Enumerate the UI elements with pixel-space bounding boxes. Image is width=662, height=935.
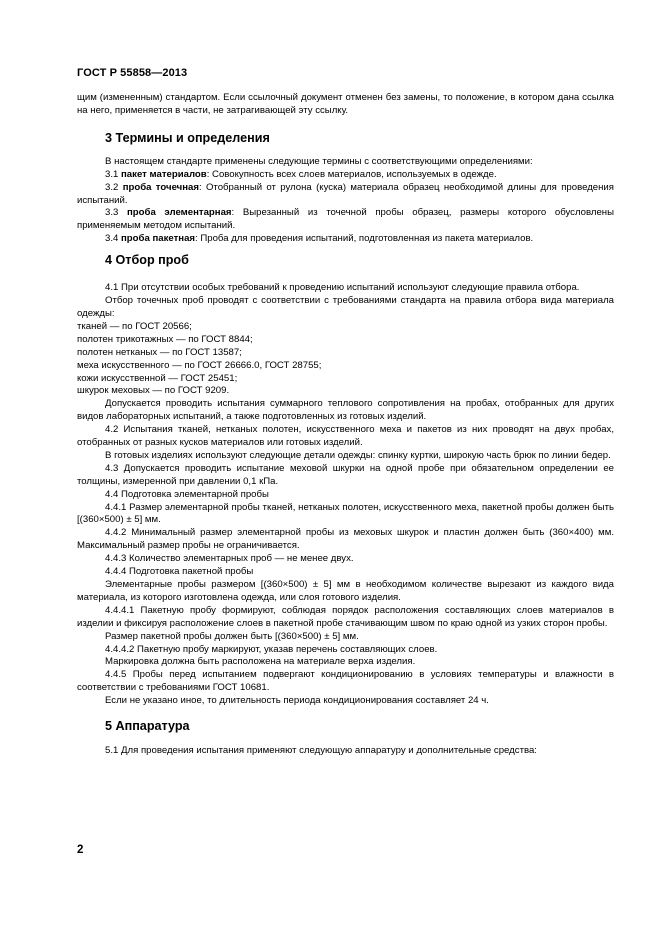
- document-body: [77, 92, 614, 758]
- paragraph: Размер пакетной пробы должен быть [(360×500) ± 5] мм.: [105, 630, 359, 642]
- paragraph-sampling: Отбор точечных проб проводят с соответствии с требованиями стандарта на правила отбора вида материала одежды:: [77, 295, 614, 319]
- paragraph-4-3: 4.3 Допускается проводить испытание меховой шкурки на одной пробе при обязательном определении ее толщины, измеренной при давлении 0,1 кПа.: [77, 462, 614, 487]
- list-item: полотен трикотажных — по ГОСТ 8844;: [77, 333, 253, 345]
- term-3-3: 3.3 проба элементарная: Вырезанный из точечной пробы образец, размеры которого обусловлены применяемым методом испытаний.: [77, 207, 615, 232]
- section-5-heading: 5 Аппаратура: [105, 719, 190, 734]
- list-item: полотен нетканых — по ГОСТ 13587;: [77, 346, 242, 358]
- paragraph: Если не указано иное, то длительность периода кондиционирования составляет 24 ч.: [105, 695, 489, 707]
- section-3-heading: 3 Термины и определения: [105, 130, 270, 145]
- section-3-intro: В настоящем стандарте применены следующие термины с соответствующими определениями:: [105, 155, 533, 167]
- paragraph: Элементарные пробы размером [(360×500) ± 5] мм в необходимом количестве вырезают из каждого вида материала, из которого изготовлена одежда, или слоя готового изделия.: [77, 579, 614, 603]
- document-header: ГОСТ Р 55858—2013: [77, 67, 188, 79]
- term-3-4: 3.4 проба пакетная: Проба для проведения испытаний, подготовленная из пакета материалов.: [105, 233, 534, 245]
- list-item: шкурок меховых — по ГОСТ 9209.: [77, 385, 230, 397]
- paragraph: Допускается проводить испытания суммарного теплового сопротивления на пробах, отобранных для других видов лабораторных испытаний, а также подготовленных из готовых изделий.: [77, 398, 614, 423]
- paragraph-4-4-5: 4.4.5 Пробы перед испытанием подвергают кондиционированию в условиях температуры и влажности в соответствии с требованиями ГОСТ 10681.: [77, 669, 614, 694]
- intro-continuation: щим (измененным) стандартом. Если ссылочный документ отменен без замены, то положение, в котором дана ссылка на него, применяется в части, не затрагивающей эту ссылку.: [77, 92, 614, 116]
- paragraph-4-2: 4.2 Испытания тканей, нетканых полотен, искусственного меха и пакетов из них проводят на двух пробах, отобранных от разных кусков материалов или готовых изделий.: [77, 424, 614, 449]
- list-item: кожи искусственной — ГОСТ 25451;: [77, 372, 238, 384]
- paragraph-4-4-4-1: 4.4.4.1 Пакетную пробу формируют, соблюдая порядок расположения составляющих слоев материалов в изделии и фиксируя расположение слоев в пакетной пробе стачивающим швом по краю одной из узких сторон пробы.: [77, 604, 614, 629]
- list-item: меха искусственного — по ГОСТ 26666.0, ГОСТ 28755;: [77, 359, 322, 371]
- page-number: 2: [77, 844, 84, 856]
- paragraph: Маркировка должна быть расположена на материале верха изделия.: [105, 656, 416, 668]
- paragraph-4-4-4: 4.4.4 Подготовка пакетной пробы: [105, 566, 254, 578]
- paragraph-4-4: 4.4 Подготовка элементарной пробы: [105, 488, 269, 500]
- term-3-2: 3.2 проба точечная: Отобранный от рулона (куска) материала образец необходимой длины для проведения испытаний.: [77, 181, 614, 206]
- paragraph-4-4-3: 4.4.3 Количество элементарных проб — не менее двух.: [105, 553, 354, 565]
- paragraph-4-1: 4.1 При отсутствии особых требований к проведению испытаний используют следующие правила отбора.: [105, 282, 580, 294]
- paragraph-5-1: 5.1 Для проведения испытания применяют следующую аппаратуру и дополнительные средства:: [105, 745, 537, 757]
- paragraph-4-4-2: 4.4.2 Минимальный размер элементарной пробы из меховых шкурок и пластин должен быть (360×400) мм. Максимальный размер пробы не ограничивается.: [77, 527, 614, 552]
- term-3-1: 3.1 пакет материалов: Совокупность всех слоев материалов, используемых в одежде.: [105, 168, 497, 180]
- list-item: тканей — по ГОСТ 20566;: [77, 320, 192, 332]
- paragraph-4-4-1: 4.4.1 Размер элементарной пробы тканей, нетканых полотен, искусственного меха, пакетной пробы должен быть [(360×500) ± 5] мм.: [77, 501, 614, 526]
- section-4-heading: 4 Отбор проб: [105, 253, 189, 268]
- paragraph: В готовых изделиях используют следующие детали одежды: спинку куртки, широкую часть брюк по линии бедер.: [105, 449, 611, 461]
- paragraph-4-4-4-2: 4.4.4.2 Пакетную пробу маркируют, указав перечень составляющих слоев.: [105, 643, 438, 655]
